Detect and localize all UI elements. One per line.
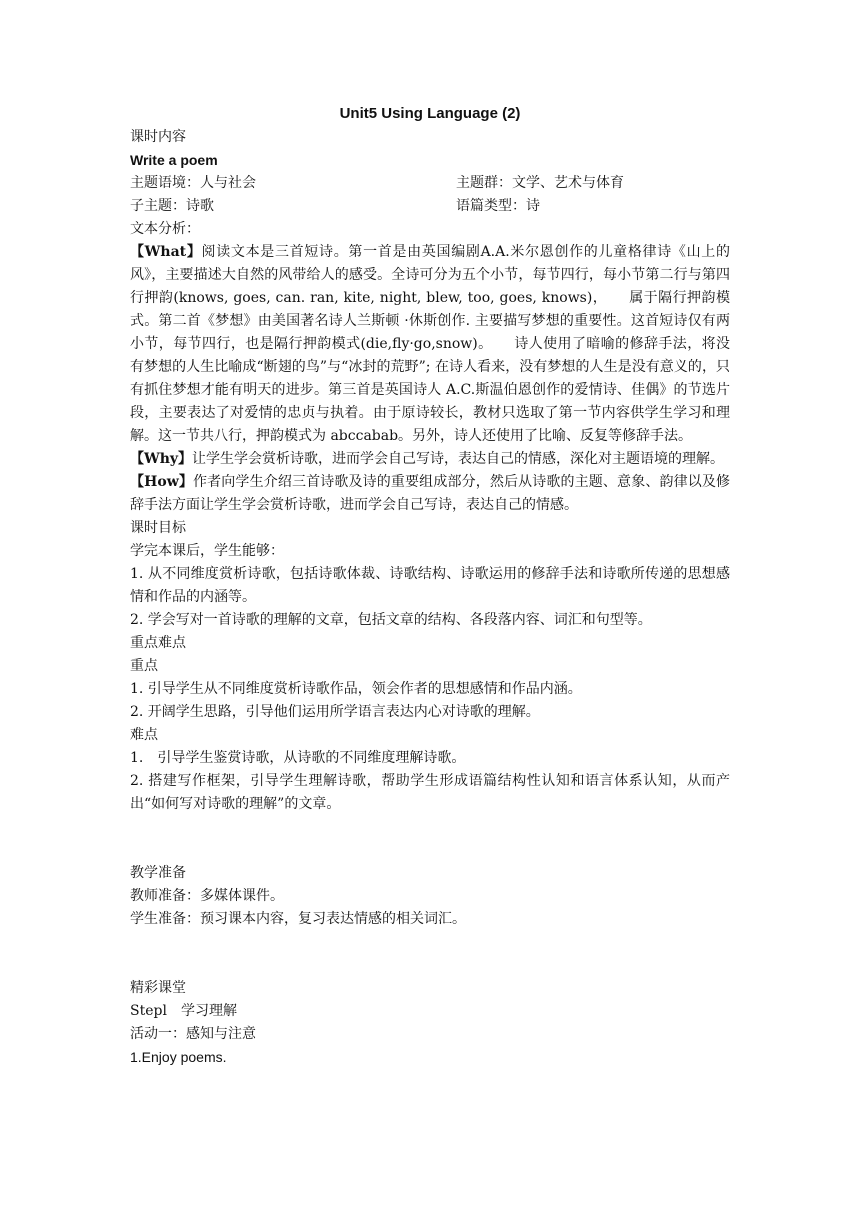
enjoy-poems: 1.Enjoy poems.	[130, 1049, 227, 1065]
focus-label: 重点	[130, 658, 158, 674]
focus-2: 2. 开阔学生思路，引导他们运用所学语言表达内心对诗歌的理解。	[130, 704, 540, 720]
difficulty-2: 2. 搭建写作框架，引导学生理解诗歌，帮助学生形成语篇结构性认知和语言体系认知，从而产出“如何写对诗歌的理解”的文章。	[130, 773, 730, 812]
teacher-prep: 教师准备：多媒体课件。	[130, 888, 284, 904]
objective-2: 2. 学会写对一首诗歌的理解的文章，包括文章的结构、各段落内容、词汇和句型等。	[130, 612, 652, 628]
text-analysis-label: 文本分析：	[130, 221, 200, 237]
spacer	[130, 931, 730, 977]
sub-theme: 子主题：诗歌	[130, 198, 214, 214]
student-prep: 学生准备：预习课本内容，复习表达情感的相关词汇。	[130, 911, 466, 927]
how-paragraph	[130, 471, 730, 517]
spacer	[130, 816, 730, 862]
lesson-content-label: 课时内容	[130, 129, 186, 145]
theme-row	[130, 172, 730, 195]
class-label: 精彩课堂	[130, 980, 186, 996]
focus-1: 1. 引导学生从不同维度赏析诗歌作品，领会作者的思想感情和作品内涵。	[130, 681, 582, 697]
prep-label: 教学准备	[130, 865, 186, 881]
what-paragraph	[130, 241, 730, 448]
document-body	[130, 126, 730, 1069]
objectives-label: 课时目标	[130, 520, 186, 536]
keypoints-label: 重点难点	[130, 635, 186, 651]
why-paragraph	[130, 448, 730, 471]
document-title: Unit5 Using Language (2)	[339, 105, 521, 122]
subtheme-row	[130, 195, 730, 218]
text-type: 语篇类型：诗	[456, 198, 540, 214]
step-1: Stepl 学习理解	[130, 1003, 237, 1019]
why-text: 让学生学会赏析诗歌，进而学会自己写诗，表达自己的情感，深化对主题语境的理解。	[192, 451, 725, 467]
activity-1: 活动一：感知与注意	[130, 1026, 256, 1042]
lesson-topic: Write a poem	[130, 152, 218, 168]
what-text: 阅读文本是三首短诗。第一首是由英国编剧A.A.米尔恩创作的儿童格律诗《山上的风》，主要描述大自然的风带给人的感受。全诗可分为五个小节，每节四行，每小节第二行与第四行押韵(knows, goes, can. ran, kite, night, blew, too, goes, knows)， 属于隔行押韵模式。第二首《梦想》由美国著名诗人兰斯顿 ·休斯创作. 主要描写梦想的重要性。这首短诗仅有两小节，每节四行，也是隔行押韵模式(die,fly·go,snow)。 诗人使用了暗喻的修辞手法，将没有梦想的人生比喻成“断翅的鸟”与“冰封的荒野”; 在诗人看来，没有梦想的人生是没有意义的，只有抓住梦想才能有明天的进步。第三首是英国诗人 A.C.斯温伯恩创作的爱情诗、佳偶》的节选片段，主要表达了对爱情的忠贞与执着。由于原诗较长，教材只选取了第一节内容供学生学习和理解。这一节共八行，押韵模式为 abccabab。另外，诗人还使用了比喻、反复等修辞手法。	[130, 244, 730, 444]
theme-group: 主题群：文学、艺术与体育	[456, 175, 624, 191]
objective-1: 1. 从不同维度赏析诗歌，包括诗歌体裁、诗歌结构、诗歌运用的修辞手法和诗歌所传递的思想感情和作品的内涵等。	[130, 566, 730, 605]
difficulty-label: 难点	[130, 727, 158, 743]
how-text: 作者向学生介绍三首诗歌及诗的重要组成部分，然后从诗歌的主题、意象、韵律以及修辞手法方面让学生学会赏析诗歌，进而学会自己写诗，表达自己的情感。	[130, 474, 731, 513]
difficulty-1: 1. 引导学生鉴赏诗歌，从诗歌的不同维度理解诗歌。	[130, 750, 466, 766]
how-tag: 【How】	[130, 474, 194, 490]
theme-context: 主题语境：人与社会	[130, 175, 256, 191]
objectives-intro: 学完本课后，学生能够：	[130, 543, 284, 559]
why-tag: 【Why】	[130, 451, 193, 467]
what-tag: 【What】	[130, 244, 202, 260]
